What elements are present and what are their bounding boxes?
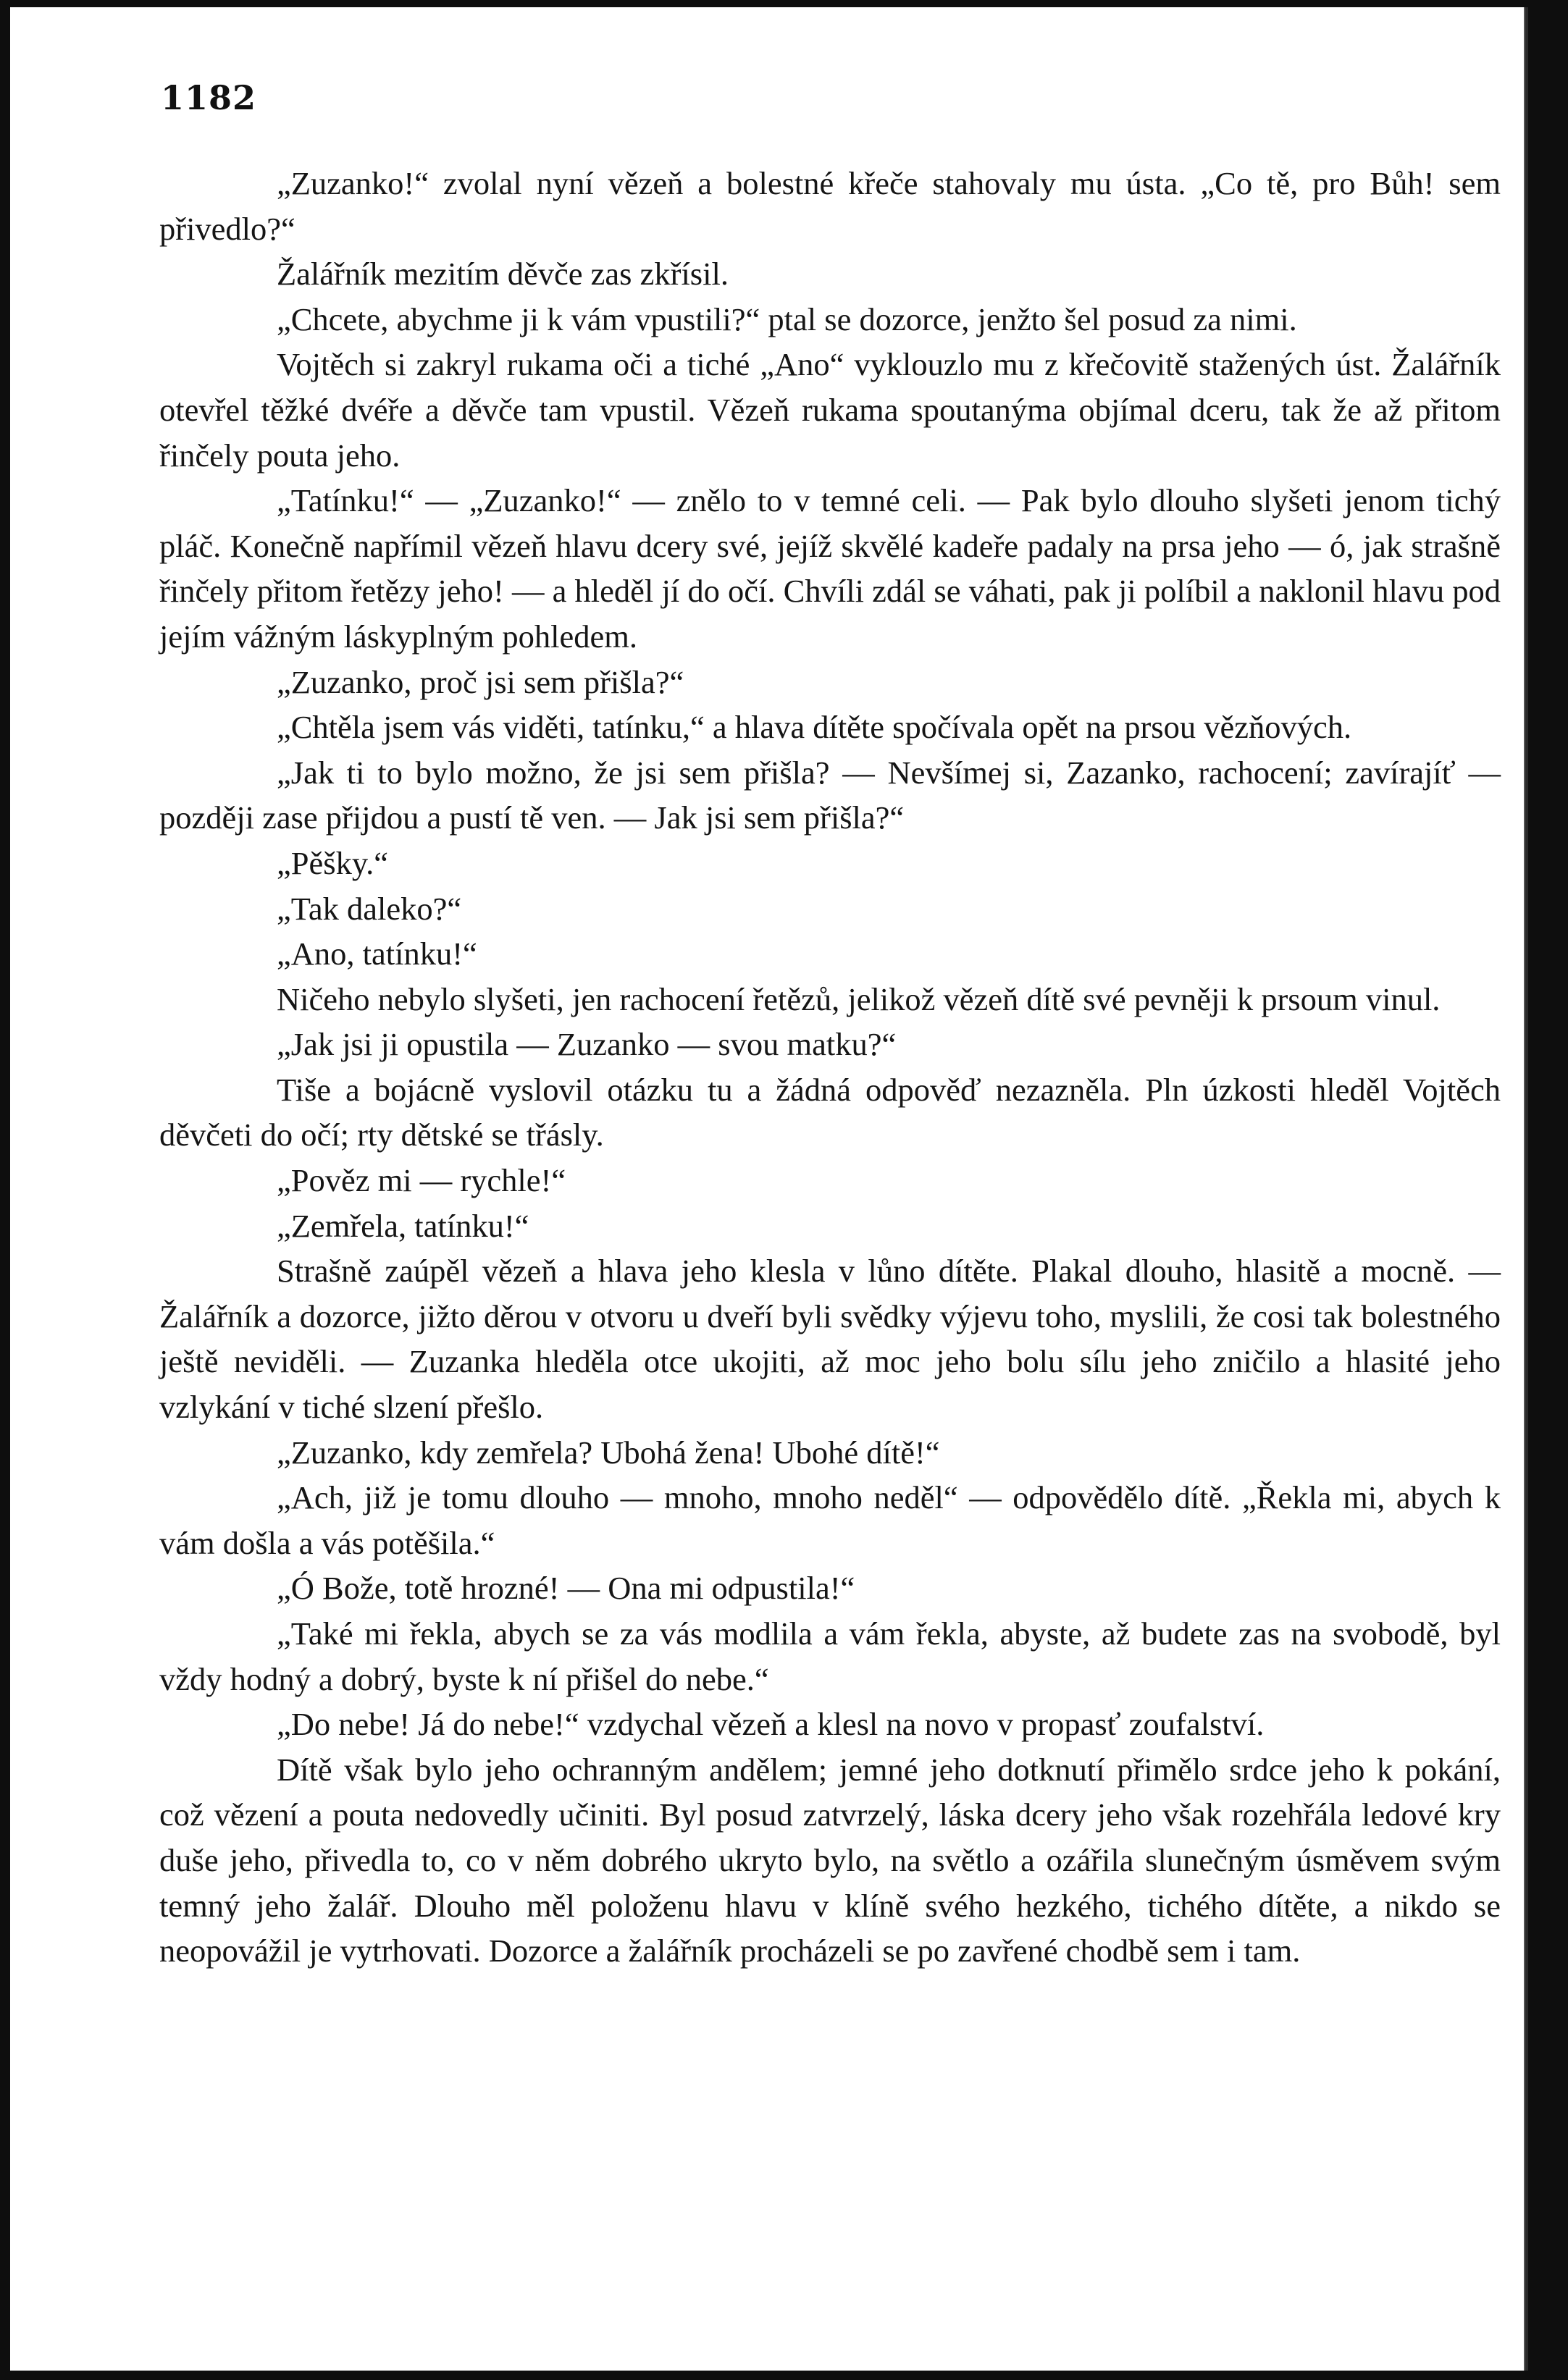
paragraph: „Pověz mi — rychle!“ [277, 1162, 566, 1199]
paragraph: „Jak ti to bylo možno, že jsi sem přišla? — Nevšímej si, Zazanko, rachocení; zavírajíť — později zase přijdou a pustí tě ven. — Jak jsi sem přišla?“ [159, 754, 1501, 836]
paragraph: „Ó Bože, totě hrozné! — Ona mi odpustila!“ [277, 1570, 855, 1607]
page-edge [1524, 7, 1525, 2371]
paragraph: Žalářník mezitím děvče zas zkřísil. [277, 256, 729, 293]
paragraph: „Zuzanko, proč jsi sem přišla?“ [277, 663, 684, 700]
paragraph: „Ach, již je tomu dlouho — mnoho, mnoho neděl“ — odpovědělo dítě. „Řekla mi, abych k vám došla a vás potěšila.“ [159, 1479, 1501, 1561]
page-number: 1182 [161, 78, 257, 117]
paragraph: „Tak daleko?“ [277, 890, 462, 927]
paragraph: „Zuzanko!“ zvolal nyní vězeň a bolestné křeče stahovaly mu ústa. „Co tě, pro Bůh! sem přivedlo?“ [159, 165, 1501, 247]
paragraph: „Zemřela, tatínku!“ [277, 1207, 529, 1244]
paragraph: „Zuzanko, kdy zemřela? Ubohá žena! Ubohé dítě!“ [277, 1434, 940, 1471]
paragraph: „Také mi řekla, abych se za vás modlila a vám řekla, abyste, až budete zas na svobodě, byl vždy hodný a dobrý, byste k ní přišel do nebe.“ [159, 1615, 1501, 1697]
body-text [159, 161, 1501, 1974]
book-page [10, 7, 1528, 2371]
paragraph: Dítě však bylo jeho ochranným andělem; jemné jeho dotknutí přimělo srdce jeho k pokání, což vězení a pouta nedovedly učiniti. Byl posud zatvrzelý, láska dcery jeho však rozehřála ledové kry duše jeho, přivedla to, co v něm dobrého ukryto bylo, na světlo a ozářila slunečným úsměvem svým temný jeho žalář. Dlouho měl položenu hlavu v klíně svého hezkého, tichého dítěte, a nikdo se neopovážil je vytrhovati. Dozorce a žalářník procházeli se po zavřené chodbě sem i tam. [159, 1751, 1501, 1969]
paragraph: Ničeho nebylo slyšeti, jen rachocení řetězů, jelikož vězeň dítě své pevněji k prsoum vinul. [277, 980, 1441, 1017]
paragraph: „Chtěla jsem vás viděti, tatínku,“ a hlava dítěte spočívala opět na prsou vězňových. [277, 709, 1352, 746]
paragraph: Tiše a bojácně vyslovil otázku tu a žádná odpověď nezazněla. Pln úzkosti hleděl Vojtěch děvčeti do očí; rty dětské se třásly. [159, 1071, 1501, 1153]
paragraph: Strašně zaúpěl vězeň a hlava jeho klesla v lůno dítěte. Plakal dlouho, hlasitě a mocně. — Žalářník a dozorce, jižto děrou v otvoru u dveří byli svědky výjevu toho, myslili, že cosi tak bolestného ještě neviděli. — Zuzanka hleděla otce ukojiti, až moc jeho bolu sílu jeho zničilo a hlasité jeho vzlykání v tiché slzení přešlo. [159, 1253, 1501, 1426]
paragraph: „Chcete, abychme ji k vám vpustili?“ ptal se dozorce, jenžto šel posud za nimi. [277, 300, 1297, 337]
paragraph: Vojtěch si zakryl rukama oči a tiché „Ano“ vyklouzlo mu z křečovitě stažených úst. Žalářník otevřel těžké dvéře a děvče tam vpustil. Vězeň rukama spoutanýma objímal dceru, tak že až přitom řinčely pouta jeho. [159, 346, 1501, 474]
paragraph: „Pěšky.“ [277, 844, 389, 881]
paragraph: „Ano, tatínku!“ [277, 935, 477, 972]
paragraph: „Jak jsi ji opustila — Zuzanko — svou matku?“ [277, 1026, 897, 1063]
paragraph: „Tatínku!“ — „Zuzanko!“ — znělo to v temné celi. — Pak bylo dlouho slyšeti jenom tichý pláč. Konečně napřímil vězeň hlavu dcery své, jejíž skvělé kadeře padaly na prsa jeho — ó, jak strašně řinčely přitom řetězy jeho! — a hleděl jí do očí. Chvíli zdál se váhati, pak ji políbil a naklonil hlavu pod jejím vážným láskyplným pohledem. [159, 482, 1501, 655]
paragraph: „Do nebe! Já do nebe!“ vzdychal vězeň a klesl na novo v propasť zoufalství. [277, 1706, 1265, 1743]
